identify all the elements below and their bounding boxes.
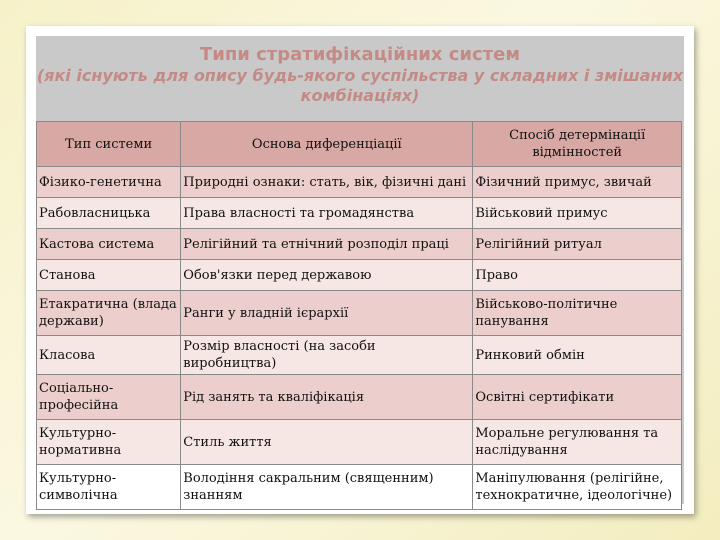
slide-subtitle: (які існують для опису будь-якого суспільства у складних і змішаних комбінаціях) xyxy=(36,66,684,105)
table-row xyxy=(37,260,682,291)
cell-determination-method: Моральне регулювання та наслідування xyxy=(473,420,682,465)
cell-system-type: Культурно-символічна xyxy=(37,465,181,510)
cell-system-type: Етакратична (влада держави) xyxy=(37,291,181,336)
header-differentiation-basis: Основа диференціації xyxy=(181,122,473,167)
cell-determination-method: Релігійний ритуал xyxy=(473,229,682,260)
cell-system-type: Соціально-професійна xyxy=(37,375,181,420)
cell-system-type: Рабовласницька xyxy=(37,198,181,229)
cell-differentiation-basis: Ранги у владній ієрархії xyxy=(181,291,473,336)
slide-title: Типи стратифікаційних систем xyxy=(199,44,521,65)
table-row xyxy=(37,336,682,375)
cell-differentiation-basis: Рід занять та кваліфікація xyxy=(181,375,473,420)
cell-determination-method: Фізичний примус, звичай xyxy=(473,167,682,198)
cell-differentiation-basis: Володіння сакральним (священним) знанням xyxy=(181,465,473,510)
cell-determination-method: Право xyxy=(473,260,682,291)
table-row xyxy=(37,229,682,260)
cell-system-type: Фізико-генетична xyxy=(37,167,181,198)
cell-system-type: Станова xyxy=(37,260,181,291)
cell-determination-method: Військово-політичне панування xyxy=(473,291,682,336)
cell-differentiation-basis: Обов'язки перед державою xyxy=(181,260,473,291)
cell-differentiation-basis: Природні ознаки: стать, вік, фізичні дані xyxy=(181,167,473,198)
header-determination-method: Спосіб детермінації відмінностей xyxy=(473,122,682,167)
cell-determination-method: Військовий примус xyxy=(473,198,682,229)
table-row xyxy=(37,167,682,198)
cell-differentiation-basis: Стиль життя xyxy=(181,420,473,465)
table-row xyxy=(37,291,682,336)
cell-differentiation-basis: Права власності та громадянства xyxy=(181,198,473,229)
table-row xyxy=(37,198,682,229)
cell-determination-method: Маніпулювання (релігійне, технократичне, ідеологічне) xyxy=(473,465,682,510)
table-row xyxy=(37,465,682,510)
header-system-type: Тип системи xyxy=(37,122,181,167)
title-block xyxy=(36,44,684,106)
table-row xyxy=(37,375,682,420)
cell-system-type: Класова xyxy=(37,336,181,375)
cell-differentiation-basis: Релігійний та етнічний розподіл праці xyxy=(181,229,473,260)
cell-system-type: Культурно-нормативна xyxy=(37,420,181,465)
cell-system-type: Кастова система xyxy=(37,229,181,260)
cell-determination-method: Освітні сертифікати xyxy=(473,375,682,420)
cell-determination-method: Ринковий обмін xyxy=(473,336,682,375)
table-header-row xyxy=(37,122,682,167)
cell-differentiation-basis: Розмір власності (на засоби виробництва) xyxy=(181,336,473,375)
stratification-table xyxy=(36,121,682,510)
table-row xyxy=(37,420,682,465)
